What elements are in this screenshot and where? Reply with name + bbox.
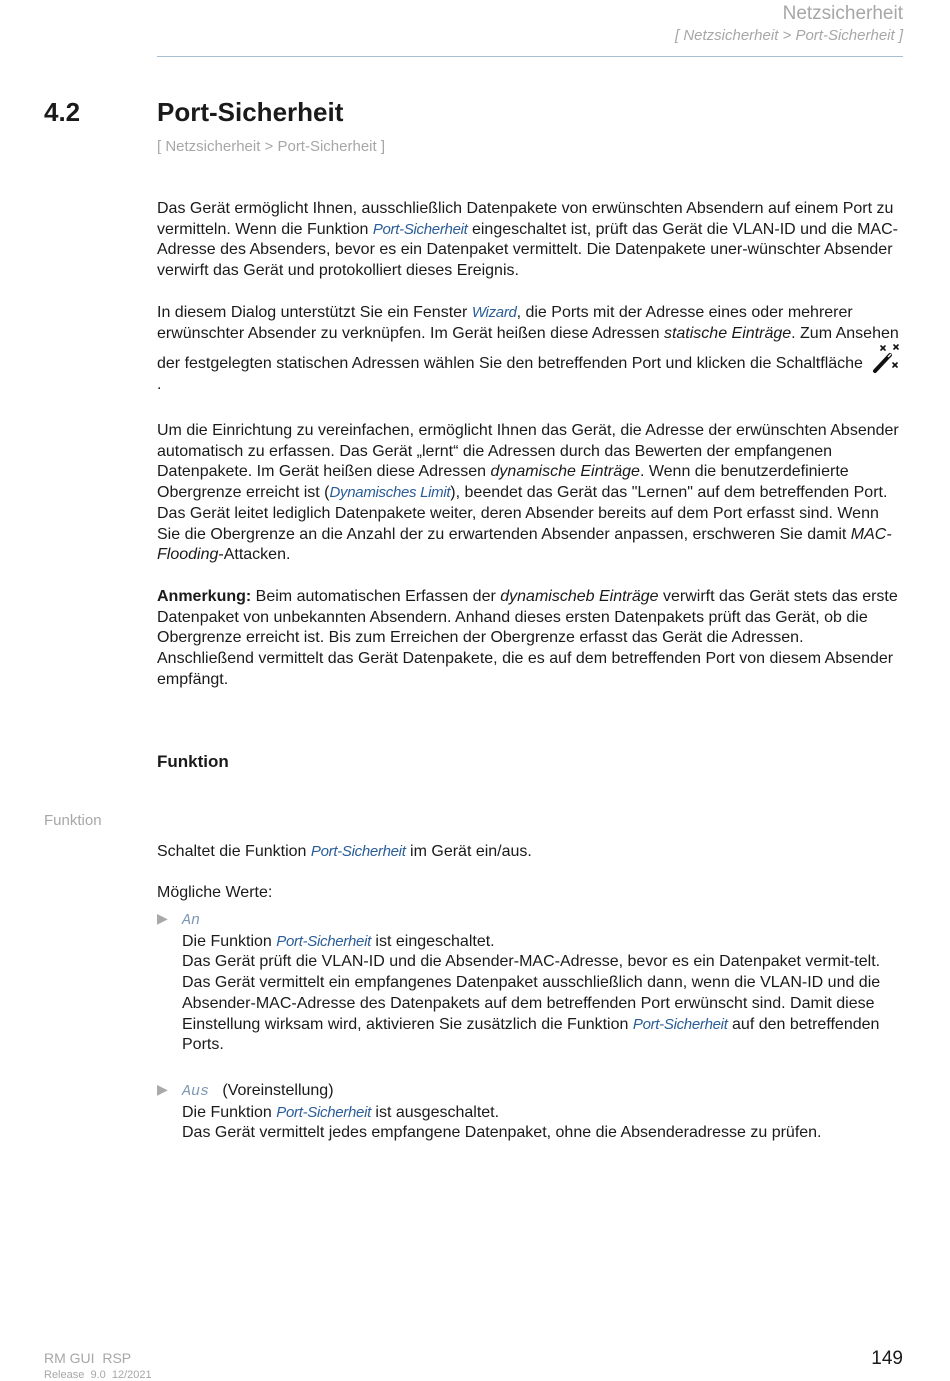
emphasis-static-entries: statische Einträge <box>663 324 792 342</box>
option-line: Das Gerät prüft die VLAN-ID und die Absender-MAC-Adresse, bevor es ein Datenpaket vermit-telt. <box>182 953 881 971</box>
section-number: 4.2 <box>44 97 81 127</box>
footer-release: Release 9.0 12/2021 <box>44 1369 152 1381</box>
option-value-line <box>182 1081 904 1103</box>
option-line: Das Gerät vermittelt jedes empfangene Datenpaket, ohne die Absenderadresse zu prüfen. <box>182 1124 822 1142</box>
running-header-breadcrumb: [ Netzsicherheit > Port-Sicherheit ] <box>674 27 903 44</box>
option-default-note: (Voreinstellung) <box>222 1082 334 1099</box>
text: Das Gerät vermittelt ein empfangenes Datenpaket ausschließlich dann, wenn die VLAN-ID und die Absender-MAC-Adresse des Datenpakets auf dem betreffenden Port erwünscht sind. Damit diese Einstellung wirksam wird, aktivieren Sie zusätzlich die Funktion <box>182 974 881 1033</box>
ui-term-port-sicherheit: Port-Sicherheit <box>632 1015 728 1033</box>
text: Die Funktion <box>182 1103 277 1121</box>
ui-term-port-sicherheit: Port-Sicherheit <box>310 843 406 860</box>
note-label: Anmerkung: <box>157 588 252 605</box>
option-an <box>182 910 904 1056</box>
footer-document-name: RM GUI RSP <box>44 1350 132 1366</box>
text: Das Gerät ermöglicht Ihnen, ausschließlich Datenpakete von erwünschten Absendern auf einem Port zu vermitteln. Wenn die Funktion <box>157 200 894 238</box>
ui-term-port-sicherheit: Port-Sicherheit <box>276 932 371 950</box>
page-number: 149 <box>871 1348 903 1369</box>
text: In diesem Dialog unterstützt Sie ein Fenster <box>157 304 472 321</box>
funktion-description <box>157 842 904 863</box>
text: ist ausgeschaltet. <box>370 1103 500 1121</box>
intro-paragraph <box>157 199 904 282</box>
text: ist eingeschaltet. <box>370 932 495 950</box>
possible-values-label: Mögliche Werte: <box>157 884 273 901</box>
parameter-label-funktion: Funktion <box>44 812 102 829</box>
option-line <box>182 973 904 1056</box>
running-header-title: Netzsicherheit <box>782 3 903 24</box>
ui-term-dynamic-limit: Dynamisches Limit <box>329 484 451 502</box>
text: ), beendet das Gerät das "Lernen" auf dem betreffenden Port. Das Gerät leitet lediglich Datenpakete weiter, deren Absender bereits auf dem Port erfasst sind. Wenn Sie die Obergrenze an die Anzahl der zu erwartenden Absender anpassen, erschweren Sie damit <box>157 484 888 543</box>
text: , die Ports mit der Adresse eines oder mehrerer erwünschter Absender zu verknüpfen. Im Gerät heißen diese Adressen <box>157 304 853 342</box>
ui-term-wizard: Wizard <box>471 304 517 321</box>
section-title: Port-Sicherheit <box>157 97 344 127</box>
bullet-triangle-icon: ▶ <box>157 1081 168 1097</box>
option-value-aus: Aus <box>182 1083 210 1100</box>
header-divider <box>157 56 903 57</box>
wizard-paragraph <box>157 303 904 396</box>
bullet-triangle-icon: ▶ <box>157 910 168 926</box>
learning-paragraph <box>157 421 904 566</box>
option-aus <box>182 1081 904 1144</box>
section-breadcrumb: [ Netzsicherheit > Port-Sicherheit ] <box>157 138 386 155</box>
option-line <box>182 932 904 953</box>
ui-term-port-sicherheit: Port-Sicherheit <box>276 1103 371 1121</box>
emphasis-dynamic-entries: dynamischeb Einträge <box>500 588 659 605</box>
option-value-line <box>182 910 904 932</box>
subsection-heading-funktion: Funktion <box>157 752 229 771</box>
emphasis-dynamic-entries: dynamische Einträge <box>490 463 640 481</box>
wizard-wand-icon[interactable] <box>871 344 901 374</box>
text: Um die Einrichtung zu vereinfachen, ermöglicht Ihnen das Gerät, die Adresse der erwünschten Absender automatisch zu erfassen. Das Gerät „lernt“ die Adressen durch das Bewerten der empfangenen Datenpakete. Im Gerät heißen diese Adressen <box>157 422 899 481</box>
option-value-an: An <box>182 912 201 929</box>
text: . Wenn die benutzerdefinierte Obergrenze erreicht ist ( <box>157 463 849 502</box>
text: Beim automatischen Erfassen der <box>251 588 501 605</box>
ui-term-port-sicherheit: Port-Sicherheit <box>372 220 468 238</box>
note-paragraph <box>157 587 904 691</box>
text: auf den betreffenden Ports. <box>182 1015 880 1054</box>
option-line <box>182 1103 904 1124</box>
text: Die Funktion <box>182 932 277 950</box>
text: -Attacken. <box>218 546 291 564</box>
text: verwirft das Gerät stets das erste Datenpaket von unbekannten Absendern. Anhand dieses ersten Datenpakets prüft das Gerät, ob die Obergrenze erreicht ist. Bis zum Erreichen der Obergrenze erfasst das Gerät die Adressen. Anschließend vermittelt das Gerät Datenpakete, die es auf dem betreffenden Port von diesem Absender empfängt. <box>157 588 898 688</box>
text: . <box>157 376 162 394</box>
text: Schaltet die Funktion <box>157 843 311 860</box>
text: . Zum Ansehen der festgelegten statischen Adressen wählen Sie den betreffenden Port und klicken die Schaltfläche <box>157 324 899 373</box>
text: im Gerät ein/aus. <box>405 843 532 860</box>
text: eingeschaltet ist, prüft das Gerät die VLAN-ID und die MAC-Adresse des Absenders, bevor es ein Datenpaket vermittelt. Die Datenpakete uner-wünschter Absender verwirft das Gerät und protokolliert dieses Ereignis. <box>157 220 898 280</box>
emphasis-mac-flooding: MAC-Flooding <box>157 525 892 564</box>
